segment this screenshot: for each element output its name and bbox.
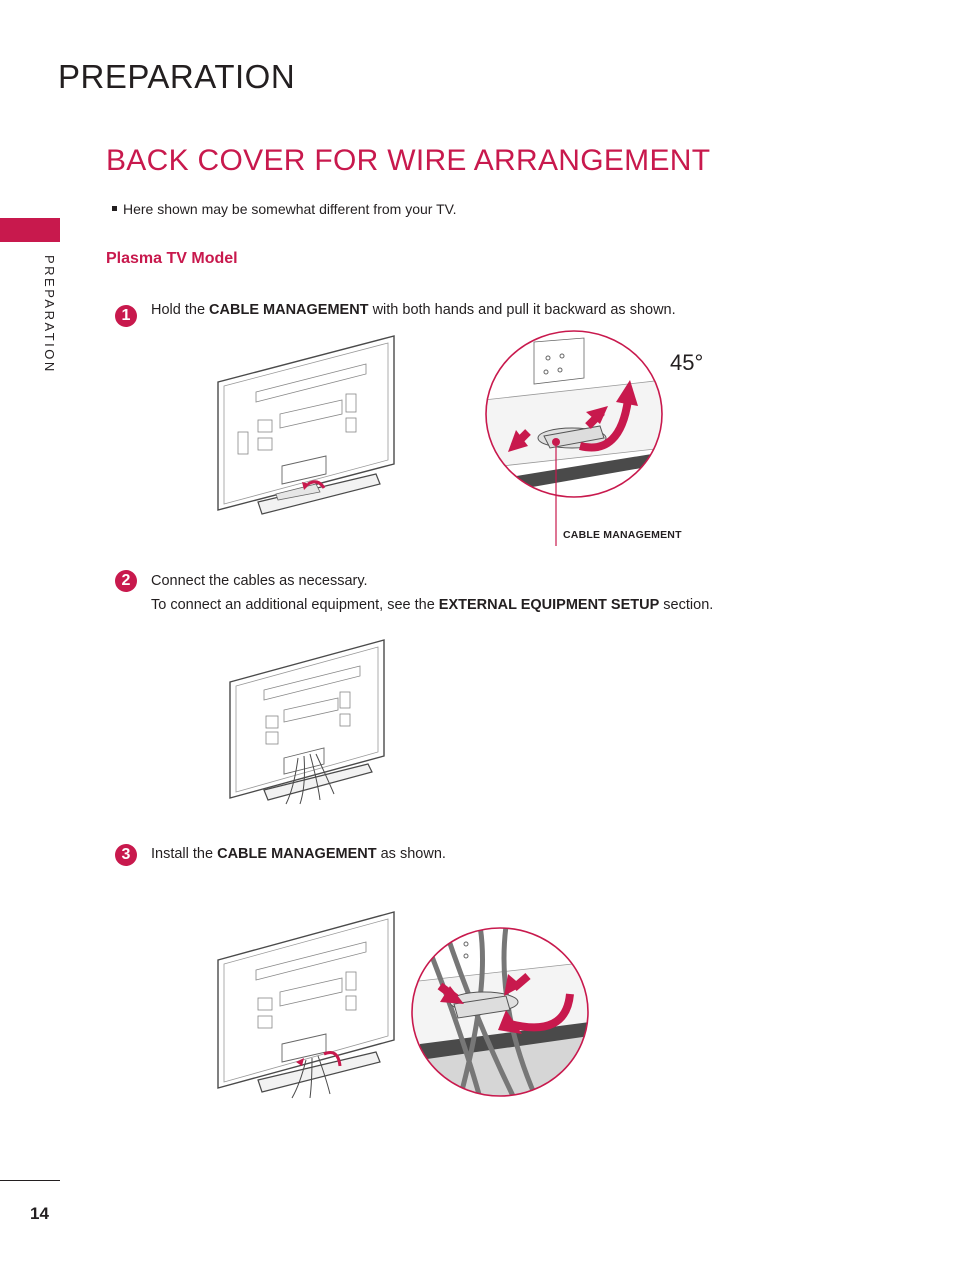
side-tab-marker bbox=[0, 218, 60, 242]
cable-management-zoom-1 bbox=[484, 328, 664, 498]
step-2-line-1: Connect the cables as necessary. bbox=[151, 573, 368, 589]
cable-management-callout: CABLE MANAGEMENT bbox=[563, 529, 682, 541]
tv-back-illustration-3 bbox=[216, 910, 398, 1100]
callout-leader-line bbox=[540, 438, 560, 548]
angle-label: 45° bbox=[670, 350, 704, 375]
step-3-bold: CABLE MANAGEMENT bbox=[217, 846, 377, 862]
model-title: Plasma TV Model bbox=[106, 250, 238, 267]
footer-rule bbox=[0, 1180, 60, 1181]
step-2-text bbox=[151, 569, 713, 617]
cable-management-zoom-3 bbox=[410, 926, 590, 1098]
side-tab-label: PREPARATION bbox=[42, 255, 57, 374]
step-2-post: section. bbox=[659, 597, 714, 613]
tv-back-illustration-1 bbox=[216, 334, 398, 518]
step-3-pre: Install the bbox=[151, 846, 218, 862]
step-1-post: with both hands and pull it backward as shown. bbox=[368, 302, 676, 318]
step-1-bold: CABLE MANAGEMENT bbox=[209, 302, 369, 318]
step-2-badge: 2 bbox=[115, 570, 137, 592]
step-3-post: as shown. bbox=[376, 846, 446, 862]
page-header-title: PREPARATION bbox=[58, 58, 296, 95]
bullet-square-icon bbox=[112, 206, 117, 211]
step-2-line-2 bbox=[151, 593, 713, 617]
step-3-text bbox=[151, 842, 446, 866]
step-1-pre: Hold the bbox=[151, 302, 210, 318]
page-number: 14 bbox=[30, 1204, 49, 1223]
note-label: Here shown may be somewhat different from your TV. bbox=[123, 201, 457, 217]
tv-back-illustration-2 bbox=[228, 638, 388, 808]
step-3-badge: 3 bbox=[115, 844, 137, 866]
section-title: BACK COVER FOR WIRE ARRANGEMENT bbox=[106, 144, 711, 177]
step-1-badge: 1 bbox=[115, 305, 137, 327]
step-2-bold: EXTERNAL EQUIPMENT SETUP bbox=[438, 597, 660, 613]
note-text bbox=[112, 201, 457, 217]
step-1-text bbox=[151, 298, 676, 322]
step-2-pre: To connect an additional equipment, see the bbox=[151, 597, 439, 613]
